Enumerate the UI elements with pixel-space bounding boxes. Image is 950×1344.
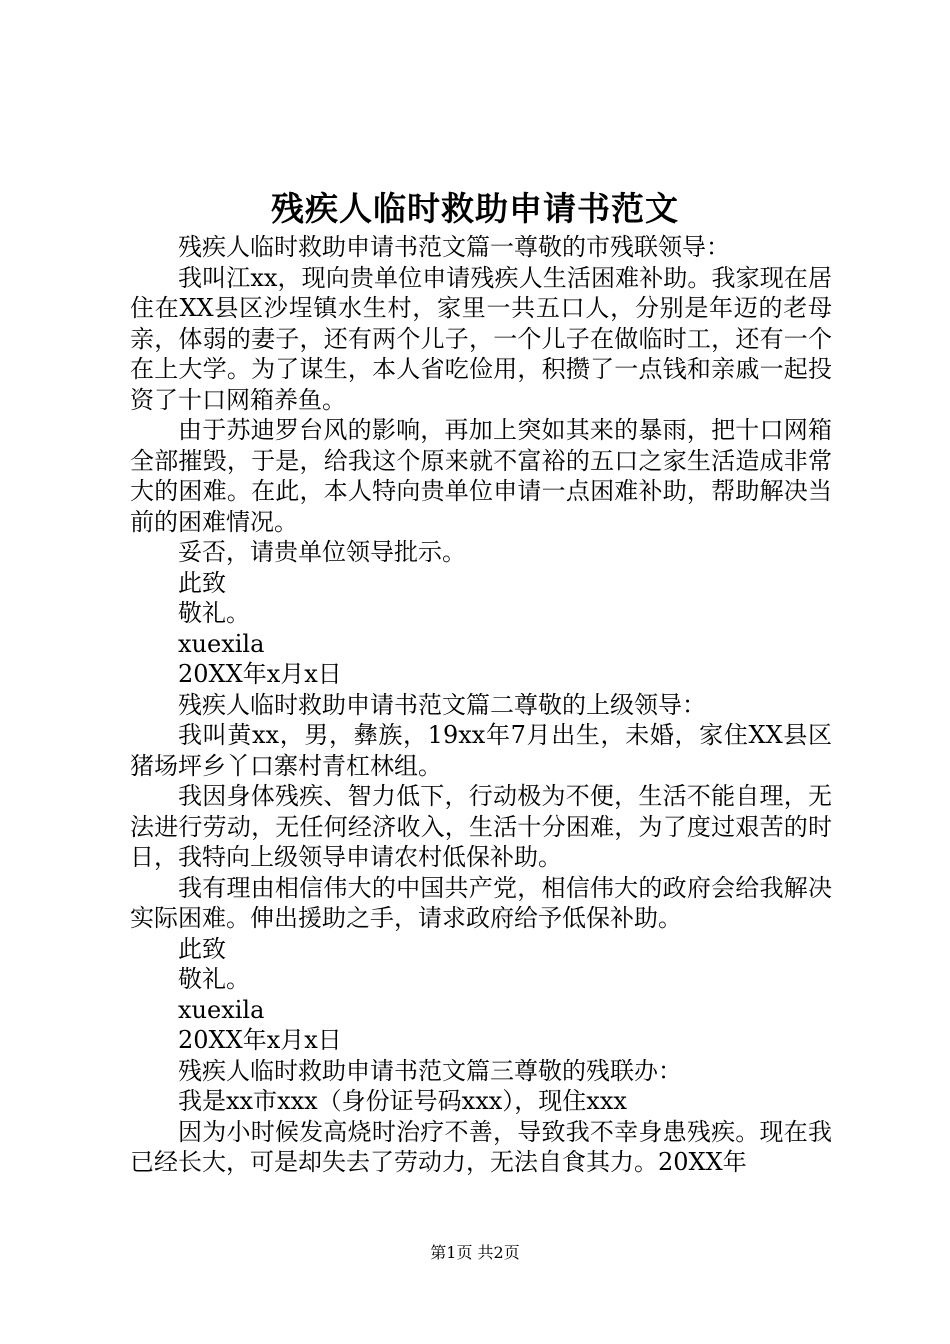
paragraph: 由于苏迪罗台风的影响，再加上突如其来的暴雨，把十口网箱全部摧毁，于是，给我这个原来就不富裕的五口之家生活造成非常大的困难。在此，本人特向贵单位申请一点困难补助，帮助解决当前的困难情况。 — [130, 416, 832, 536]
paragraph: 20XX年x月x日 — [178, 1026, 342, 1054]
paragraph: 妥否，请贵单位领导批示。 — [178, 538, 466, 566]
paragraph: xuexila — [178, 995, 265, 1024]
paragraph: 我叫江xx，现向贵单位申请残疾人生活困难补助。我家现在居住在XX县区沙埕镇水生村，家里一共五口人，分别是年迈的老母亲，体弱的妻子，还有两个儿子，一个儿子在做临时工，还有一个在上大学。为了谋生，本人省吃俭用，积攒了一点钱和亲戚一起投资了十口网箱养鱼。 — [130, 263, 832, 414]
paragraph: 残疾人临时救助申请书范文篇一尊敬的市残联领导： — [178, 233, 730, 261]
paragraph: 因为小时候发高烧时治疗不善，导致我不幸身患残疾。现在我已经长大，可是却失去了劳动力，无法自食其力。20XX年 — [130, 1117, 832, 1176]
paragraph: xuexila — [178, 629, 265, 658]
paragraph: 残疾人临时救助申请书范文篇二尊敬的上级领导： — [178, 690, 706, 719]
paragraph: 我叫黄xx，男，彝族，19xx年7月出生，未婚，家住XX县区猪场坪乡丫口寨村青杠林组。 — [130, 721, 832, 780]
page-footer: 第1页 共2页 — [430, 1243, 520, 1262]
paragraph: 20XX年x月x日 — [178, 660, 342, 688]
paragraph: 我是xx市xxx（身份证号码xxx），现住xxx — [178, 1087, 627, 1115]
paragraph: 我有理由相信伟大的中国共产党，相信伟大的政府会给我解决实际困难。伸出援助之手，请求政府给予低保补助。 — [130, 873, 832, 932]
document-body — [130, 232, 832, 1178]
paragraph: 敬礼。 — [178, 965, 250, 993]
paragraph: 此致 — [178, 568, 226, 597]
paragraph: 我因身体残疾、智力低下，行动极为不便，生活不能自理，无法进行劳动，无任何经济收入，生活十分困难，为了度过艰苦的时日，我特向上级领导申请农村低保补助。 — [130, 782, 832, 871]
paragraph: 此致 — [178, 934, 226, 963]
paragraph: 残疾人临时救助申请书范文篇三尊敬的残联办： — [178, 1056, 682, 1085]
document-title: 残疾人临时救助申请书范文 — [271, 189, 679, 228]
paragraph: 敬礼。 — [178, 599, 250, 627]
